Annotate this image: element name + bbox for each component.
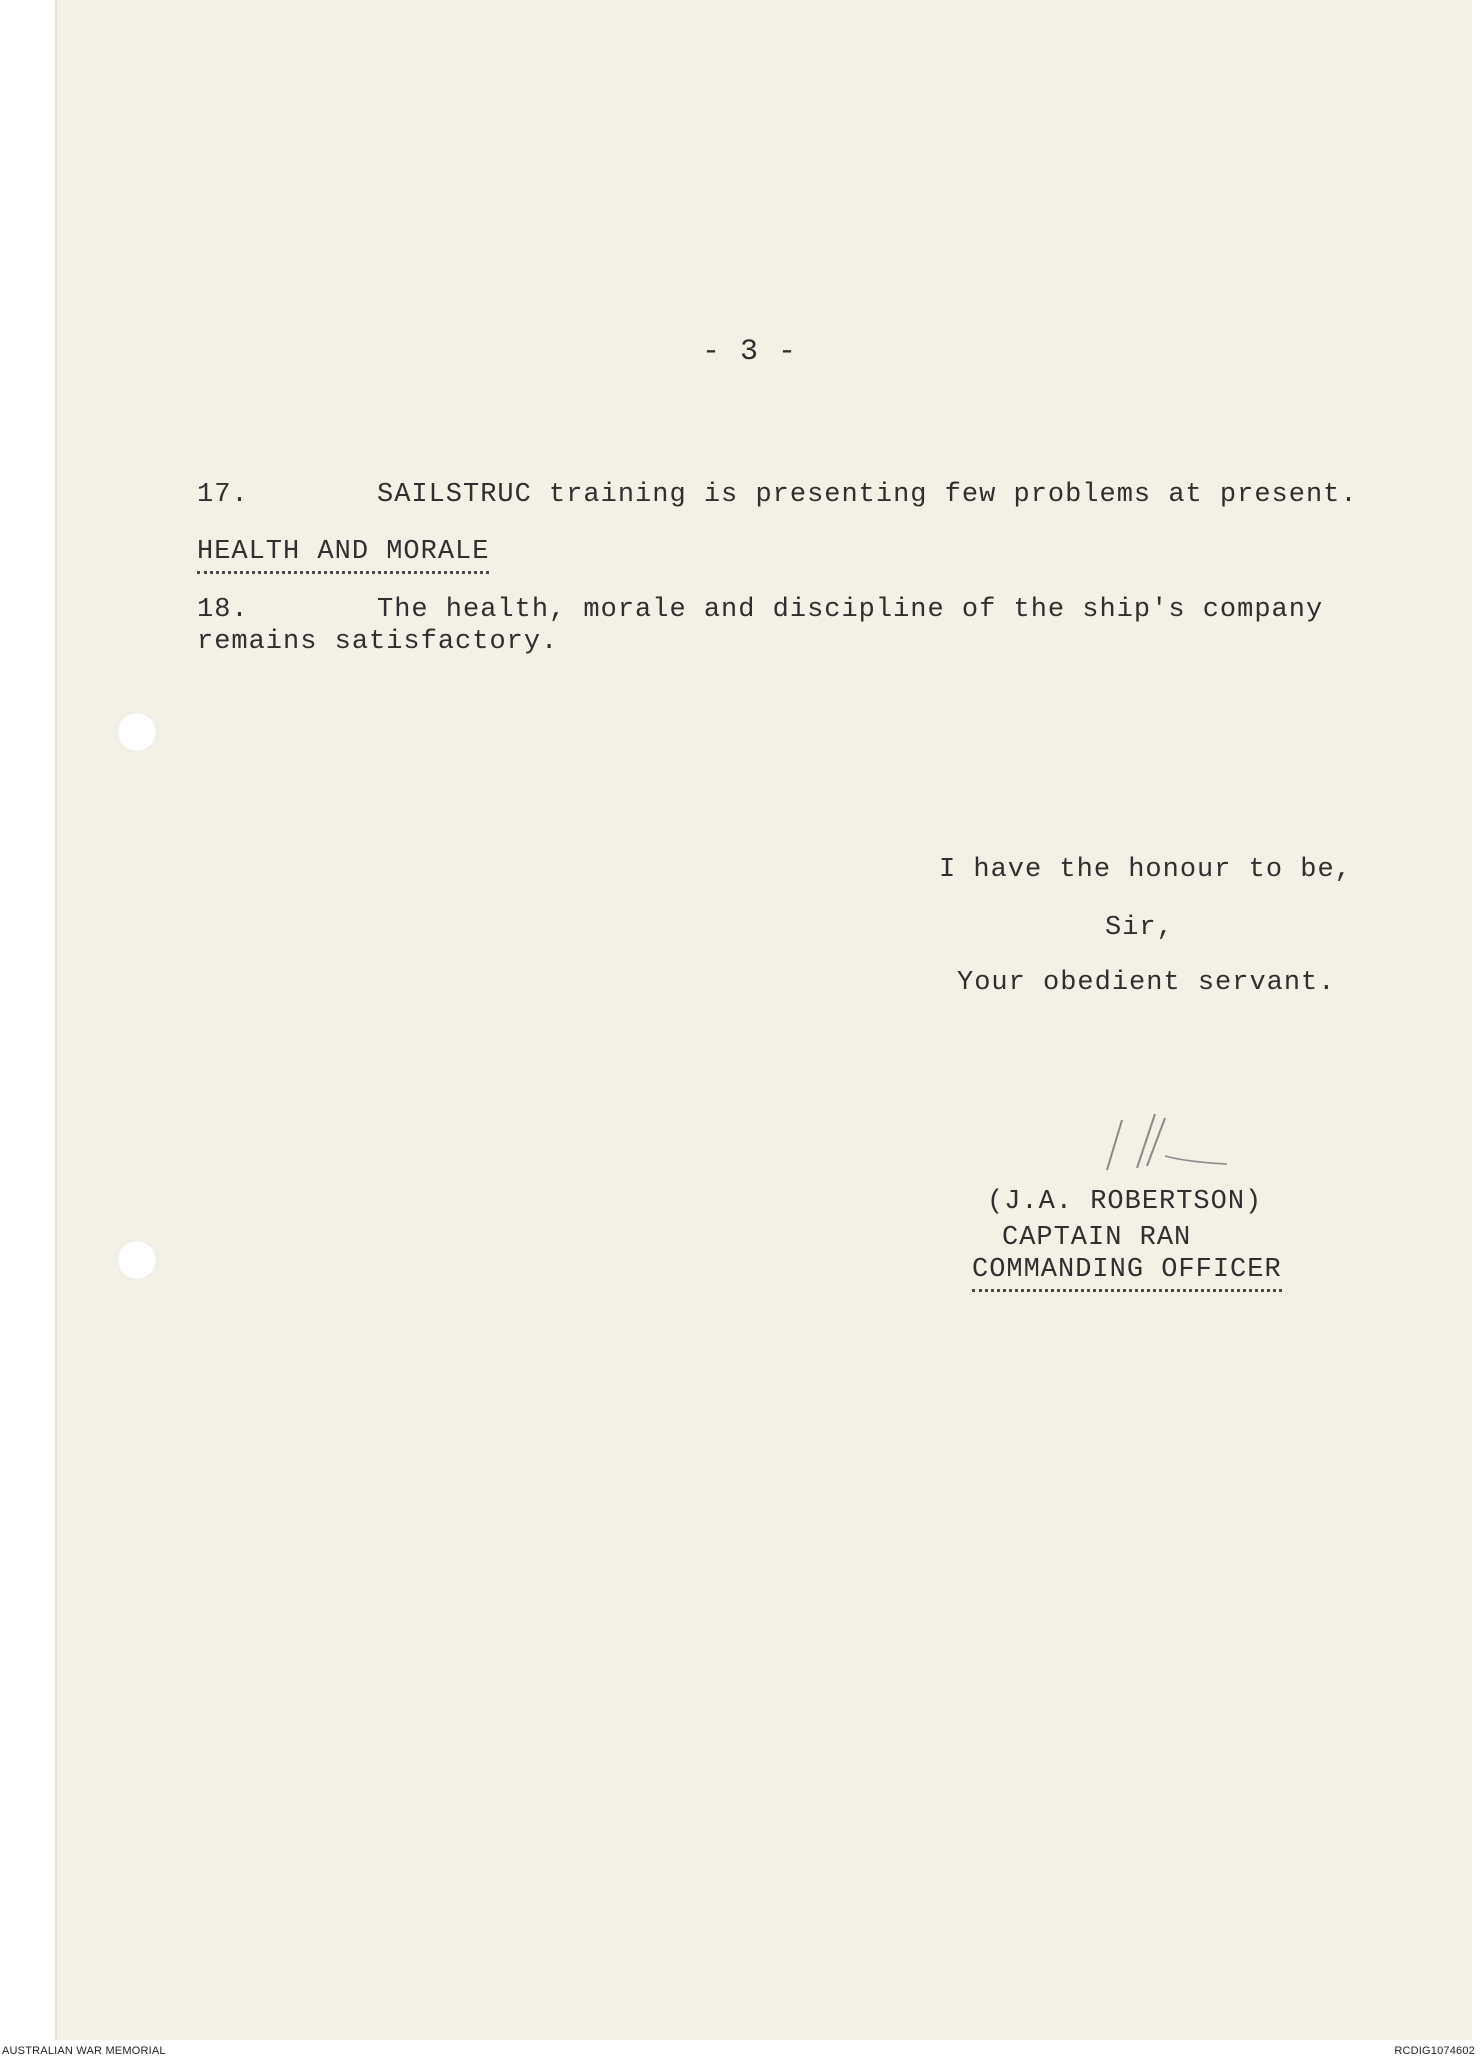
footer-source: AUSTRALIAN WAR MEMORIAL: [2, 2045, 166, 2057]
closing-line: I have the honour to be,: [939, 855, 1352, 885]
page-number: - 3 -: [702, 335, 798, 369]
punch-hole: [117, 1240, 157, 1280]
closing-line: Sir,: [1105, 913, 1174, 943]
footer-id: RCDIG1074602: [1394, 2045, 1475, 2057]
document-page: [55, 0, 1472, 2040]
punch-hole: [117, 712, 157, 752]
paragraph-text: SAILSTRUC training is presenting few problems at present.: [377, 480, 1358, 510]
signatory-name: (J.A. ROBERTSON): [987, 1187, 1263, 1217]
section-heading: HEALTH AND MORALE: [197, 537, 489, 574]
signature-mark: [1077, 1100, 1277, 1180]
closing-line: Your obedient servant.: [957, 968, 1336, 998]
signatory-rank: CAPTAIN RAN: [1002, 1223, 1192, 1253]
paragraph-text: remains satisfactory.: [197, 627, 559, 657]
paragraph-number: 18.: [197, 595, 249, 625]
paragraph-number: 17.: [197, 480, 249, 510]
paragraph-text: The health, morale and discipline of the ship's company: [377, 595, 1324, 625]
signatory-title: COMMANDING OFFICER: [972, 1255, 1282, 1292]
